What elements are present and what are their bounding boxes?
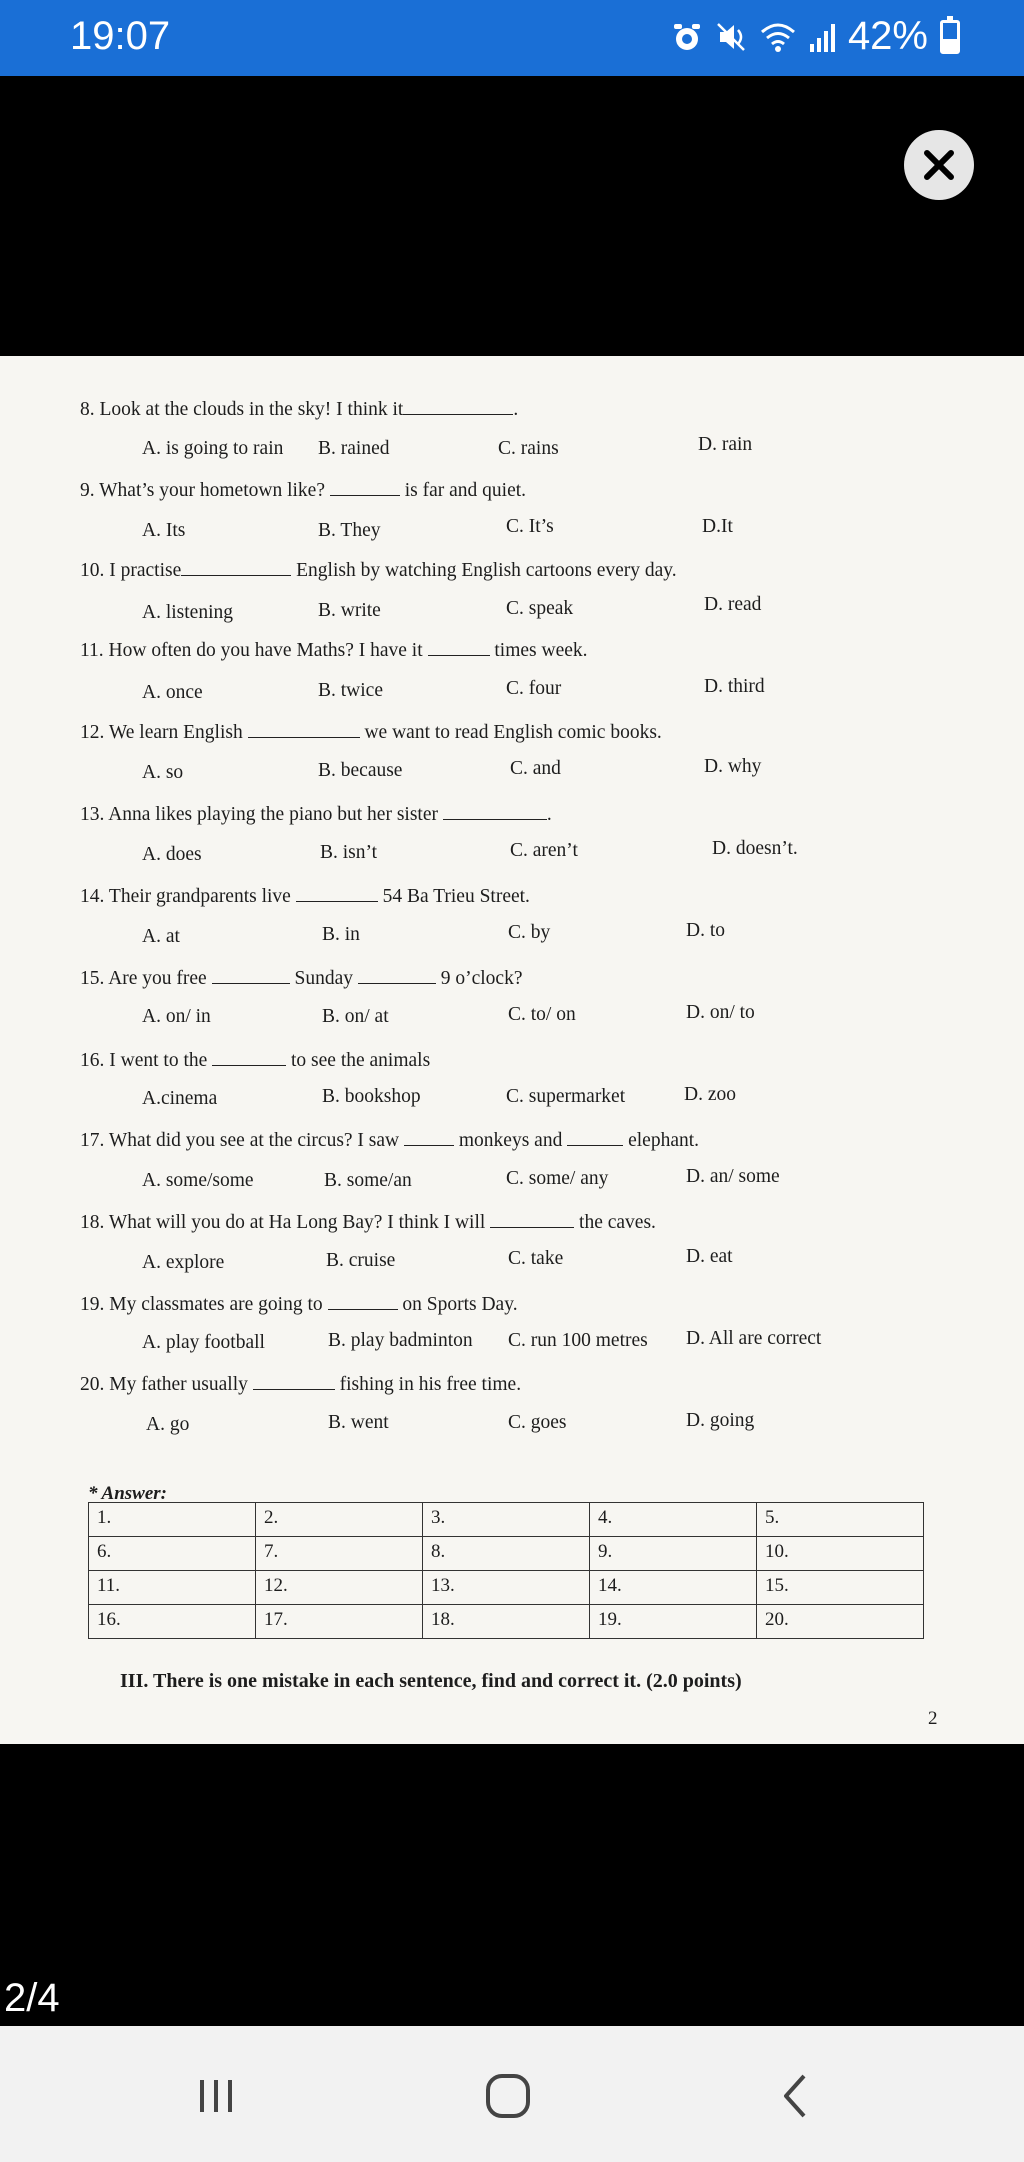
question-8: 8. Look at the clouds in the sky! I think it . [80,399,519,420]
option: C. and [510,758,561,779]
document-page [0,356,1024,1744]
answer-cell: 7. [256,1537,423,1571]
answer-label: * Answer: [88,1483,168,1504]
option: D. All are correct [686,1328,822,1349]
answer-cell: 6. [89,1537,256,1571]
answer-cell: 9. [590,1537,757,1571]
table-row [89,1503,924,1537]
option: D. read [704,594,762,615]
question-10: 10. I practise English by watching English cartoons every day. [80,560,677,581]
answer-cell: 4. [590,1503,757,1537]
option: B. isn’t [320,842,378,863]
status-bar [0,0,1024,76]
option: D. to [686,920,725,941]
question-17: 17. What did you see at the circus? I saw monkeys and elephant. [80,1130,700,1151]
option: D. going [686,1410,755,1431]
option: A. so [142,762,184,783]
question-12: 12. We learn English we want to read English comic books. [80,722,662,743]
question-15: 15. Are you free Sunday 9 o’clock? [80,968,523,989]
close-button[interactable] [904,130,974,200]
option: B. rained [318,438,390,459]
option: C. aren’t [510,840,578,861]
option: A. once [142,682,203,703]
option: C. some/ any [506,1168,609,1189]
option: C. four [506,678,562,699]
option: D. an/ some [686,1166,780,1187]
option: B. because [318,760,403,781]
viewer-bottom-area [0,1744,1024,2026]
option: B. They [318,520,381,541]
option: C. take [508,1248,564,1269]
option: C. goes [508,1412,567,1433]
page-counter: 2/4 [4,1976,60,2020]
section-title: III. There is one mistake in each sentence, find and correct it. (2.0 points) [120,1670,742,1692]
answer-cell: 20. [757,1605,924,1639]
table-row [89,1571,924,1605]
option: D. eat [686,1246,733,1267]
answer-cell: 2. [256,1503,423,1537]
question-11: 11. How often do you have Maths? I have it times week. [80,640,588,661]
back-icon[interactable] [766,2066,826,2126]
question-20: 20. My father usually fishing in his free time. [80,1374,522,1395]
answer-cell: 8. [423,1537,590,1571]
page-number: 2 [928,1708,938,1729]
answer-cell: 11. [89,1571,256,1605]
answer-cell: 17. [256,1605,423,1639]
table-row [89,1605,924,1639]
option: B. twice [318,680,383,701]
option: A. does [142,844,202,865]
option: C. run 100 metres [508,1330,648,1351]
question-14: 14. Their grandparents live 54 Ba Trieu Street. [80,886,530,907]
status-icons [670,14,960,59]
option: B. some/an [324,1170,412,1191]
question-16: 16. I went to the to see the animals [80,1050,431,1071]
option: D. doesn’t. [712,838,798,859]
answer-cell: 5. [757,1503,924,1537]
answer-cell: 13. [423,1571,590,1605]
option: D. zoo [684,1084,736,1105]
table-row [89,1537,924,1571]
viewer-top-area [0,76,1024,356]
answer-cell: 1. [89,1503,256,1537]
answer-cell: 12. [256,1571,423,1605]
option: A. go [146,1414,190,1435]
battery-icon [940,20,960,54]
question-13: 13. Anna likes playing the piano but her sister . [80,804,552,825]
option: C. by [508,922,551,943]
option: A. listening [142,602,233,623]
option: D. rain [698,434,753,455]
answer-cell: 10. [757,1537,924,1571]
question-18: 18. What will you do at Ha Long Bay? I think I will the caves. [80,1212,656,1233]
option: A. at [142,926,180,947]
answer-cell: 18. [423,1605,590,1639]
answer-cell: 16. [89,1605,256,1639]
option: C. It’s [506,516,554,537]
option: D.It [702,516,733,537]
answer-cell: 19. [590,1605,757,1639]
option: C. speak [506,598,574,619]
wifi-icon [760,17,796,57]
option: C. rains [498,438,559,459]
home-icon[interactable] [478,2066,538,2126]
option: B. on/ at [322,1006,389,1027]
close-icon [922,148,956,182]
mute-icon [716,17,748,57]
answer-cell: 14. [590,1571,757,1605]
option: B. bookshop [322,1086,421,1107]
option: A.cinema [142,1088,218,1109]
option: C. supermarket [506,1086,626,1107]
question-9: 9. What’s your hometown like? is far and quiet. [80,480,527,501]
option: A. play football [142,1332,265,1353]
status-time: 19:07 [70,14,171,58]
option: B. play badminton [328,1330,473,1351]
option: B. cruise [326,1250,396,1271]
signal-icon [808,17,836,57]
option: D. third [704,676,765,697]
battery-percent: 42% [847,14,928,58]
option: B. in [322,924,360,945]
battery-fill [943,39,957,51]
alarm-icon [670,17,704,57]
option: A. is going to rain [142,438,284,459]
option: B. went [328,1412,389,1433]
recent-apps-icon[interactable] [186,2066,246,2126]
option: A. Its [142,520,186,541]
question-19: 19. My classmates are going to on Sports Day. [80,1294,518,1315]
option: A. explore [142,1252,225,1273]
option: B. write [318,600,381,621]
answer-cell: 3. [423,1503,590,1537]
answer-table [88,1502,924,1639]
navigation-bar [0,2026,1024,2162]
option: A. some/some [142,1170,254,1191]
answer-cell: 15. [757,1571,924,1605]
option: D. why [704,756,762,777]
option: C. to/ on [508,1004,576,1025]
option: A. on/ in [142,1006,211,1027]
option: D. on/ to [686,1002,755,1023]
